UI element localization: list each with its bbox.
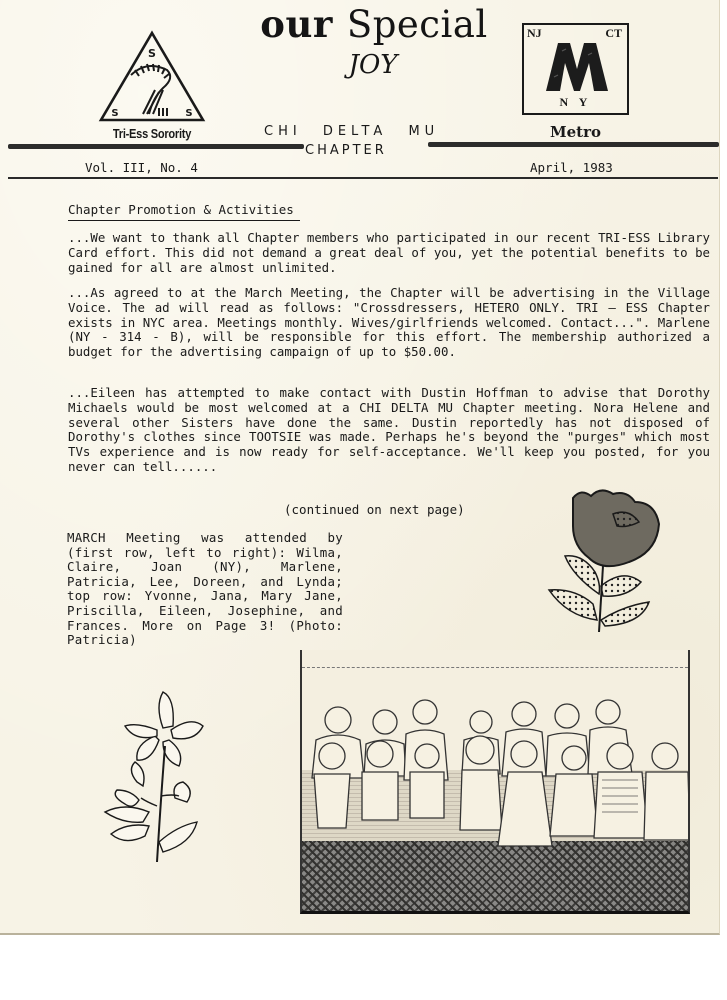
tri-ess-triangle-logo-icon xyxy=(97,30,207,125)
metro-logo xyxy=(522,23,629,115)
header-rule-left xyxy=(8,144,304,149)
svg-text:S: S xyxy=(111,108,119,119)
metro-label: Metro xyxy=(550,123,601,141)
metro-m-icon xyxy=(544,41,610,93)
chapter-word: CHAPTER xyxy=(305,143,387,158)
photo-caption: MARCH Meeting was attended by (first row, left to right): Wilma, Claire, Joan (NY), Marlene, Patricia, Lee, Doreen, and Lynda; top row: Yvonne, Jana, Mary Jane, Priscilla, Eileen, Josephine, and Frances. More on Page 3! (Photo: Patricia) xyxy=(67,530,343,648)
article-paragraph: ...As agreed to at the March Meeting, the Chapter will be advertising in the Village Voice. The ad will read as follows: "Crossdressers, HETERO ONLY. TRI — ESS Chapter exists in NYC area. Meetings monthly. Wives/girlfriends welcomed. Contact...". Marlene (NY - 314 - B), will be responsible for this effort. The membership authorized a budget for the advertising campaign of up to $50.00. xyxy=(68,285,710,360)
logo-bottom-ny: N Y xyxy=(559,95,592,109)
svg-text:S: S xyxy=(185,108,193,119)
group-figures-icon xyxy=(302,650,690,914)
tulip-illustration-icon xyxy=(543,486,663,636)
newsletter-title xyxy=(254,2,494,46)
tri-ess-label: Tri-Ess Sorority xyxy=(112,126,192,141)
group-photo xyxy=(300,650,690,914)
title-special: Special xyxy=(346,3,488,46)
article-paragraph: ...Eileen has attempted to make contact with Dustin Hoffman to advise that Dorothy Michaels would be most welcomed at a CHI DELTA MU Chapter meeting. Nora Helene and several other Sisters have done the same. Dustin reportedly has not disposed of Dorothy's clothes since TOOTSIE was made. Perhaps he's beyond the "purges" which most TVs experience and is now ready for self-acceptance. We'll keep you posted, for you never can tell...... xyxy=(68,385,710,474)
continued-note: (continued on next page) xyxy=(284,502,465,517)
logo-corner-nj: NJ xyxy=(527,26,542,40)
issue-date: April, 1983 xyxy=(530,160,613,175)
chapter-name: CHI DELTA MU xyxy=(264,124,440,139)
title-joy: JOY xyxy=(348,50,398,80)
header-divider xyxy=(8,177,718,179)
svg-text:S: S xyxy=(148,47,156,60)
section-heading: Chapter Promotion & Activities xyxy=(68,202,300,221)
logo-corner-ct: CT xyxy=(605,26,622,40)
article-paragraph: ...We want to thank all Chapter members who participated in our recent TRI-ESS Library Card effort. This did not demand a great deal of you, yet the potential benefits to be gained for all are almost unlimited. xyxy=(68,230,710,275)
volume-number: Vol. III, No. 4 xyxy=(85,160,198,175)
header-rule-right xyxy=(428,142,719,147)
flower-illustration-icon xyxy=(97,686,207,876)
title-our: our xyxy=(260,2,333,46)
